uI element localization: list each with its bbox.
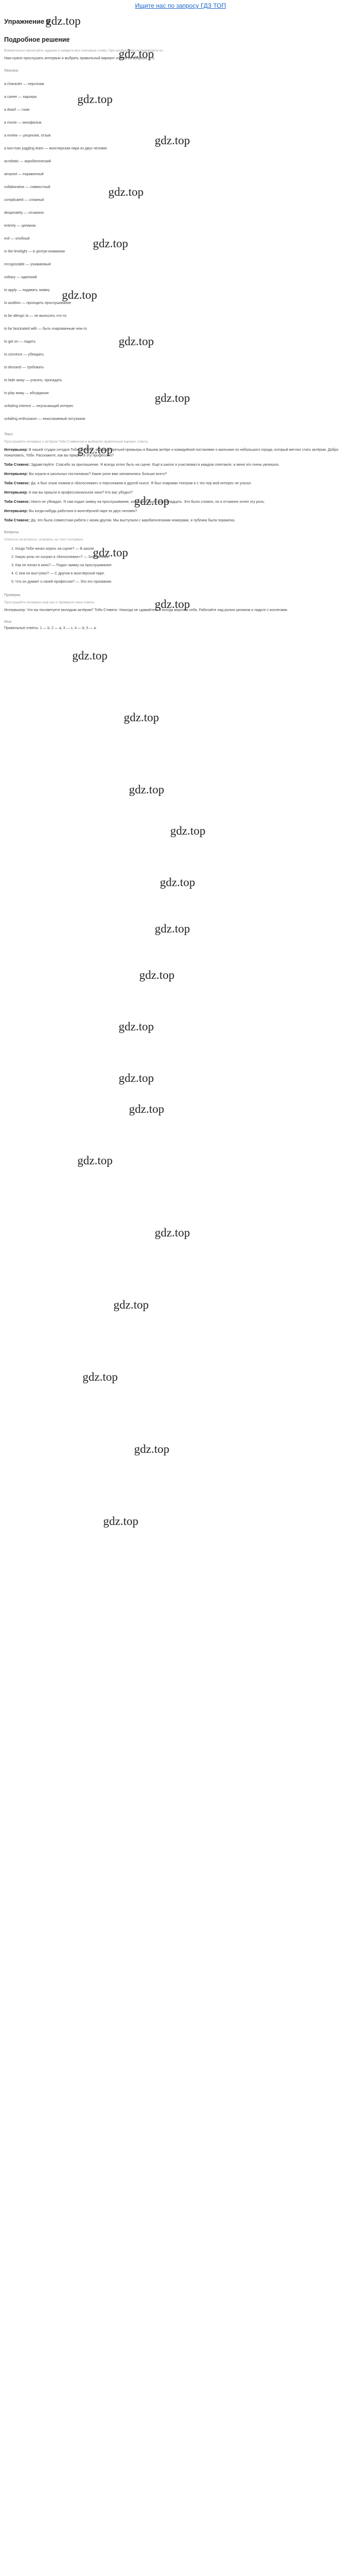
vocab-item: a movie — кинофильм: [4, 121, 42, 125]
dialog-text: В нашей студии сегодня Тоби Стивенс, ведущий третьей премьеры в Вашем актёре и комедийной постановке о мальчике из небольшого города, который мечтал стать актёром. Добро пожаловать, Тоби. Расскажите, как вы пришли в эту профессию?: [4, 448, 339, 457]
watermark-logo: gdz.top: [139, 969, 175, 981]
dialog-line: [4, 481, 357, 486]
watermark-logo: gdz.top: [119, 335, 154, 348]
vocab-item: acrobatic — акробатический: [4, 159, 51, 163]
dialog-text: Да, я был злым гномом в «Белоснежке» и персонажем в другой пьесе. Я был очарован театром и с тех пор мой интерес не угасал.: [30, 481, 252, 485]
watermark-logo: gdz.top: [93, 546, 128, 559]
page-header: [4, 13, 357, 34]
watermark-logo: gdz.top: [62, 289, 97, 301]
search-promo-link[interactable]: Ищите нас по запросу ГДЗ ТОП: [135, 2, 226, 9]
dialog-text: Никто не убеждал. Я сам подал заявку на прослушивание, когда мне было восемнадцать. Это было сложно, но я отчаянно хотел эту роль.: [30, 500, 265, 504]
watermark-logo: gdz.top: [155, 922, 190, 935]
check-label: Проверка: [4, 593, 21, 597]
interview-transcript: [4, 447, 357, 523]
vocab-item: unfailing enthusiasm — неиссякаемый энтузиазм: [4, 417, 86, 421]
speaker-name: Тоби Стивенс:: [4, 500, 30, 504]
watermark-logo: gdz.top: [134, 1443, 170, 1455]
watermark-logo: gdz.top: [83, 1370, 118, 1383]
watermark-logo: gdz.top: [77, 443, 113, 456]
watermark-logo: gdz.top: [119, 47, 154, 60]
speaker-name: Тоби Стивенс:: [4, 463, 30, 467]
watermark-logo: gdz.top: [103, 1515, 139, 1528]
dialog-text: Вы играли в школьных постановках? Какие роли вам запомнились больше всего?: [28, 472, 167, 476]
vocab-item: to play away — абсурдным: [4, 391, 49, 395]
vocab-item: to be allergic to — не выносить что-то: [4, 314, 67, 318]
dialog-line: [4, 509, 357, 514]
watermark-logo: gdz.top: [77, 93, 113, 106]
watermark-logo: gdz.top: [155, 1226, 190, 1239]
speaker-name: Интервьюер:: [4, 509, 28, 513]
watermark-logo: gdz.top: [155, 392, 190, 404]
vocab-item: to fade away — угасать, пропадать: [4, 378, 62, 382]
dialog-line: [4, 499, 357, 505]
dialog-line: [4, 462, 357, 468]
answer-item: 4. С кем он выступал? — С другом в жонглёрской паре.: [11, 571, 105, 575]
vocab-item: to convince — убеждать: [4, 352, 44, 357]
vocab-item: to audition — проходить прослушивание: [4, 301, 72, 305]
vocab-item: a dwarf — гном: [4, 108, 29, 112]
questions-task: Ответьте на вопросы, опираясь на текст интервью.: [4, 537, 84, 541]
check-task: Прослушайте интервью ещё раз и проверьте свои ответы.: [4, 600, 95, 604]
speaker-name: Интервьюер:: [4, 490, 28, 495]
dialog-text: А как вы пришли в профессиональное кино? Кто вас убедил?: [28, 490, 133, 495]
speaker-name: Тоби Стивенс:: [4, 481, 30, 485]
speaker-name: Интервьюер:: [4, 472, 28, 476]
listen-label: Текст: [4, 432, 13, 436]
answer-item: 1. Когда Тоби начал играть на сцене? — В школе.: [11, 547, 95, 551]
dialog-line: [4, 490, 357, 496]
vocab-item: amazed — пораженный: [4, 172, 44, 176]
vocab-item: collaborative — совместный: [4, 185, 51, 189]
watermark-logo: gdz.top: [155, 598, 190, 611]
answer-item: 5. Что он думает о своей профессии? — Это его призвание.: [11, 580, 112, 584]
watermark-logo: gdz.top: [119, 1072, 154, 1084]
watermark-logo: gdz.top: [124, 711, 159, 724]
speaker-name: Интервьюер:: [4, 448, 28, 452]
vocab-item: a character — персонаж: [4, 82, 44, 86]
top-banner: [0, 0, 361, 14]
dialog-line: [4, 471, 357, 477]
watermark-logo: gdz.top: [108, 185, 144, 198]
vocab-item: evil — злобный: [4, 236, 30, 241]
answer-item: 3. Как он попал в кино? — Подал заявку на прослушивание.: [11, 563, 113, 567]
final-label: Итог: [4, 620, 12, 624]
vocab-item: to be fascinated with — быть очарованным чем-то: [4, 327, 87, 331]
dialog-line: [4, 447, 357, 459]
vocab-label: Лексика:: [4, 69, 19, 73]
watermark-logo: gdz.top: [72, 649, 108, 662]
vocab-item: unfading interest — неугасающий интерес: [4, 404, 74, 408]
vocab-item: complicated — сложный: [4, 198, 44, 202]
watermark-logo: gdz.top: [77, 1154, 113, 1167]
task-instruction: Внимательно прочитайте задание и найдите все ключевые слова. При необходимости переведите их.: [4, 49, 164, 53]
dialog-text: Вы когда-нибудь работали в жонглёрской паре из двух человек?: [28, 509, 137, 513]
watermark-logo: gdz.top: [160, 876, 195, 889]
listen-task: Прослушайте интервью с актёром Тоби Стивенсом и выберите правильный вариант ответа.: [4, 439, 149, 444]
dialog-line: [4, 518, 357, 523]
vocab-item: a review — рецензия, отзыв: [4, 133, 51, 138]
vocab-item: a career — карьера: [4, 95, 37, 99]
vocab-item: in the limelight — в центре внимания: [4, 249, 65, 253]
watermark-logo: gdz.top: [155, 134, 190, 147]
vocab-item: to get on — ладить: [4, 340, 36, 344]
vocabulary-list: [4, 78, 357, 426]
vocab-item: solitary — одинокий: [4, 275, 37, 279]
vocab-item: a two-man juggling team — жонглерская пара из двух человек: [4, 146, 107, 150]
check-text: Интервьюер: Что вы посоветуете молодым актёрам? Тоби Стивенс: Никогда не сдавайтесь и всегда верьте в себя. Работайте над ролью целиком и ладьте с коллегами.: [4, 608, 288, 612]
exercise-title: Упражнение 5: [4, 18, 50, 25]
watermark-logo: gdz.top: [119, 1020, 154, 1033]
watermark-logo: gdz.top: [129, 783, 165, 796]
vocab-item: to apply — подавать заявку: [4, 288, 50, 292]
answer-list: [11, 545, 357, 586]
watermark-logo: gdz.top: [134, 495, 170, 507]
intro-paragraph: Нам нужно прослушать интервью и выбрать правильный вариант ответа на вопросы 1–5.: [4, 57, 155, 60]
vocab-item: to demand — требовать: [4, 365, 44, 369]
site-logo: gdz.top: [45, 14, 81, 27]
solution-content: [4, 36, 357, 634]
watermark-logo: gdz.top: [129, 1103, 165, 1115]
questions-label: Вопросы: [4, 530, 19, 534]
watermark-logo: gdz.top: [113, 1298, 149, 1311]
speaker-name: Тоби Стивенс:: [4, 518, 30, 522]
watermark-logo: gdz.top: [170, 824, 206, 837]
vocab-item: entirely — целиком: [4, 224, 36, 228]
dialog-text: Да, это была совместная работа с моим другом. Мы выступали с акробатическими номерами, и публика была поражена.: [30, 518, 236, 522]
watermark-logo: gdz.top: [93, 237, 128, 250]
answer-item: 2. Какую роль он сыграл в «Белоснежке»? — Злого гнома.: [11, 555, 110, 559]
check-block: [4, 608, 357, 614]
dialog-text: Здравствуйте. Спасибо за приглашение. Я всегда хотел быть на сцене. Ещё в школе я участвовал в каждом спектакле, и меня это очень увлекало.: [30, 463, 280, 467]
vocab-item: recognizable — узнаваемый: [4, 262, 51, 266]
solution-title: Подробное решение: [4, 36, 70, 43]
vocab-item: desperately — отчаянно: [4, 211, 44, 215]
final-answers: Правильные ответы: 1 — b, 2 — a, 3 — c, 4 — b, 5 — a.: [4, 626, 97, 630]
